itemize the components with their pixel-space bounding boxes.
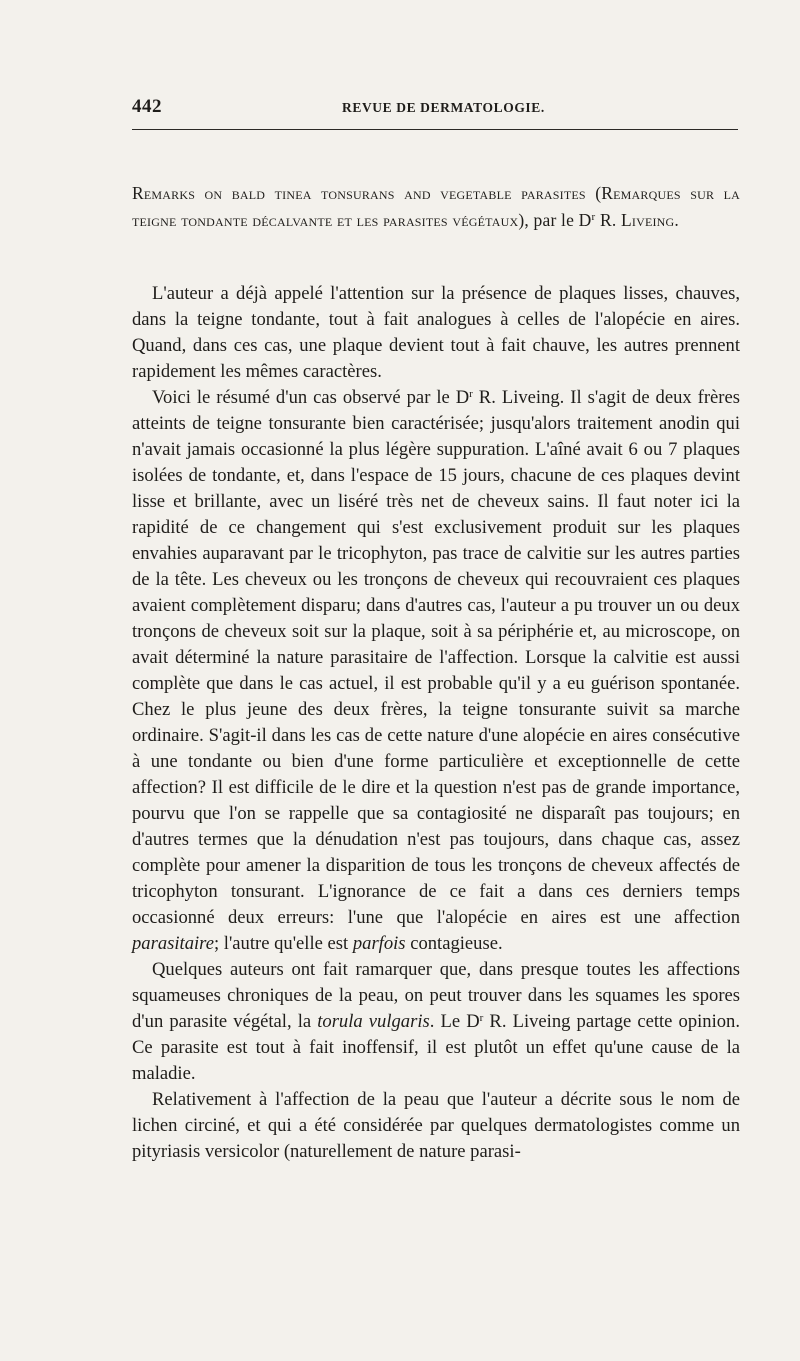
header-rule: [132, 129, 738, 130]
article-title: [132, 180, 740, 234]
paragraph-1: L'auteur a déjà appelé l'attention sur la présence de plaques lisses, chauves, dans la teigne tondante, tout à fait analogues à celles de l'alopécie en aires. Quand, dans ces cas, une plaque devient tout à fait chauve, les autres prennent rapidement les mêmes caractères.: [132, 283, 740, 382]
page-number: 442: [132, 96, 162, 117]
title-french: (Remarques sur la teigne tondante décalvante et les parasites végétaux),: [132, 183, 740, 230]
author: $D^r$ R. Liveing.: [578, 210, 679, 230]
page-header: [132, 96, 740, 126]
running-title: REVUE DE DERMATOLOGIE.: [342, 100, 545, 115]
paragraph-2: Voici le résumé d'un cas observé par le $D^r$ R. Liveing. Il s'agit de deux frères atteints de teigne tonsurante bien caractérisée; jusqu'alors traitement anodin qui n'avait jamais occasionné la plus légère suppuration. L'aîné avait 6 ou 7 plaques isolées de tondante, et, dans l'espace de 15 jours, chacune de ces plaques devint lisse et brillante, avec un liséré très net de cheveux sains. Il faut noter ici la rapidité de ce changement qui s'est exclusivement produit sur les plaques envahies auparavant par le tricophyton, pas trace de calvitie sur les autres parties de la tête. Les cheveux ou les tronçons de cheveux qui recouvraient ces plaques avaient complètement disparu; dans d'autres cas, l'auteur a pu trouver un ou deux tronçons de cheveux soit sur la plaque, soit à sa périphérie et, au microscope, on avait déterminé la nature parasitaire de l'affection. Lorsque la calvitie est aussi complète que dans le cas actuel, il est probable qu'il y a eu guérison spontanée. Chez le plus jeune des deux frères, la teigne tonsurante suivit sa marche ordinaire. S'agit-il dans les cas de cette nature d'une alopécie en aires consécutive à une tondante ou bien d'une forme particulière et exceptionnelle de cette affection? Il est difficile de le dire et la question n'est pas de grande importance, pourvu que l'on se rappelle que sa contagiosité ne disparaît pas toujours; en d'autres termes que la dénudation n'est pas toujours, dans chaque cas, assez complète pour amener la disparition de tous les tronçons de cheveux affectés de tricophyton tonsurant. L'ignorance de ce fait a dans ces derniers temps occasionné deux erreurs: l'une que l'alopécie en aires est une affection parasitaire; l'autre qu'elle est parfois contagieuse.: [132, 387, 740, 954]
paragraph-3: Quelques auteurs ont fait ramarquer que, dans presque toutes les affections squameuses chroniques de la peau, on peut trouver dans les squames les spores d'un parasite végétal, la torula vulgaris. Le $D^r$ R. Liveing partage cette opinion. Ce parasite est tout à fait inoffensif, il est plutôt un effet qu'une cause de la maladie.: [132, 959, 741, 1084]
article-body: [132, 281, 740, 1165]
title-by: par le: [533, 210, 575, 230]
title-english: Remarks on bald tinea tonsurans and vegetable parasites: [132, 183, 586, 203]
paragraph-4: Relativement à l'affection de la peau que l'auteur a décrite sous le nom de lichen circiné, et qui a été considérée par quelques dermatologistes comme un pityriasis versicolor (naturellement de nature parasi-: [132, 1089, 740, 1162]
